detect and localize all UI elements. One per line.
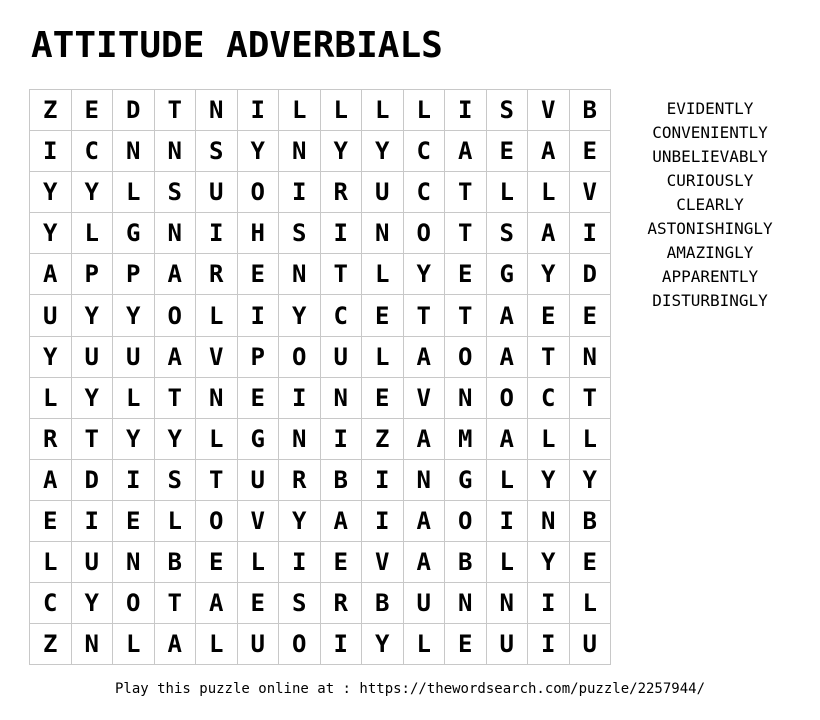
grid-cell[interactable]: Y xyxy=(30,172,72,213)
grid-cell[interactable]: Y xyxy=(72,295,114,336)
grid-cell[interactable]: E xyxy=(72,90,114,131)
grid-cell[interactable]: Y xyxy=(279,501,321,542)
grid-cell[interactable]: O xyxy=(279,337,321,378)
grid-cell[interactable]: U xyxy=(238,624,280,665)
grid-cell[interactable]: O xyxy=(279,624,321,665)
grid-cell[interactable]: A xyxy=(30,254,72,295)
grid-cell[interactable]: R xyxy=(30,419,72,460)
grid-cell[interactable]: T xyxy=(321,254,363,295)
grid-cell[interactable]: I xyxy=(279,378,321,419)
grid-cell[interactable]: I xyxy=(321,624,363,665)
grid-cell[interactable]: O xyxy=(445,501,487,542)
grid-cell[interactable]: B xyxy=(362,583,404,624)
grid-cell[interactable]: C xyxy=(404,172,446,213)
grid-cell[interactable]: U xyxy=(570,624,612,665)
word-list-item: DISTURBINGLY xyxy=(652,291,768,310)
grid-cell[interactable]: I xyxy=(362,460,404,501)
grid-cell[interactable]: D xyxy=(72,460,114,501)
word-list-item: ASTONISHINGLY xyxy=(647,219,773,238)
grid-cell[interactable]: R xyxy=(279,460,321,501)
grid-cell[interactable]: A xyxy=(155,337,197,378)
grid-cell[interactable]: A xyxy=(321,501,363,542)
grid-cell[interactable]: A xyxy=(404,419,446,460)
grid-cell[interactable]: V xyxy=(362,542,404,583)
grid-cell[interactable]: T xyxy=(72,419,114,460)
grid-cell[interactable]: N xyxy=(113,131,155,172)
grid-cell[interactable]: L xyxy=(30,378,72,419)
grid-cell[interactable]: V xyxy=(196,337,238,378)
word-list-item: EVIDENTLY xyxy=(666,99,754,118)
grid-cell[interactable]: L xyxy=(404,624,446,665)
grid-cell[interactable]: T xyxy=(196,460,238,501)
grid-cell[interactable]: A xyxy=(30,460,72,501)
grid-cell[interactable]: N xyxy=(113,542,155,583)
grid-cell[interactable]: T xyxy=(445,172,487,213)
grid-cell[interactable]: B xyxy=(321,460,363,501)
grid-cell[interactable]: O xyxy=(238,172,280,213)
grid-cell[interactable]: I xyxy=(445,90,487,131)
grid-cell[interactable]: V xyxy=(404,378,446,419)
grid-cell[interactable]: T xyxy=(445,213,487,254)
word-list-item: AMAZINGLY xyxy=(666,243,754,262)
grid-cell[interactable]: O xyxy=(404,213,446,254)
grid-cell[interactable]: L xyxy=(113,172,155,213)
grid-cell[interactable]: C xyxy=(72,131,114,172)
grid-cell[interactable]: Y xyxy=(72,583,114,624)
grid-cell[interactable]: V xyxy=(570,172,612,213)
grid-cell[interactable]: E xyxy=(362,378,404,419)
grid-cell[interactable]: Y xyxy=(155,419,197,460)
word-list-item: CLEARLY xyxy=(676,195,744,214)
grid-cell[interactable]: A xyxy=(487,419,529,460)
grid-cell[interactable]: O xyxy=(155,295,197,336)
grid-cell[interactable]: N xyxy=(279,131,321,172)
grid-cell[interactable]: D xyxy=(113,90,155,131)
grid-cell[interactable]: U xyxy=(362,172,404,213)
grid-cell[interactable]: I xyxy=(362,501,404,542)
grid-cell[interactable]: P xyxy=(113,254,155,295)
grid-cell[interactable]: N xyxy=(155,131,197,172)
grid-cell[interactable]: O xyxy=(487,378,529,419)
grid-cell[interactable]: I xyxy=(238,295,280,336)
word-list-item: APPARENTLY xyxy=(661,267,759,286)
grid-cell[interactable]: S xyxy=(279,213,321,254)
grid-cell[interactable]: E xyxy=(528,295,570,336)
grid-cell[interactable]: Y xyxy=(72,172,114,213)
grid-cell[interactable]: U xyxy=(30,295,72,336)
grid-cell[interactable]: L xyxy=(113,378,155,419)
grid-cell[interactable]: U xyxy=(487,624,529,665)
grid-cell[interactable]: A xyxy=(404,542,446,583)
grid-cell[interactable]: D xyxy=(570,254,612,295)
grid-cell[interactable]: C xyxy=(321,295,363,336)
grid-cell[interactable]: T xyxy=(528,337,570,378)
grid-cell[interactable]: G xyxy=(445,460,487,501)
grid-cell[interactable]: E xyxy=(238,583,280,624)
grid-cell[interactable]: Y xyxy=(362,131,404,172)
grid-cell[interactable]: E xyxy=(487,131,529,172)
grid-cell[interactable]: I xyxy=(279,542,321,583)
grid-cell[interactable]: G xyxy=(238,419,280,460)
grid-cell[interactable]: L xyxy=(528,419,570,460)
grid-cell[interactable]: E xyxy=(570,542,612,583)
grid-cell[interactable]: A xyxy=(487,337,529,378)
letter-grid xyxy=(29,89,611,665)
grid-cell[interactable]: N xyxy=(445,583,487,624)
grid-cell[interactable]: L xyxy=(196,419,238,460)
grid-cell[interactable]: S xyxy=(196,131,238,172)
grid-cell[interactable]: L xyxy=(30,542,72,583)
grid-cell[interactable]: U xyxy=(196,172,238,213)
grid-cell[interactable]: R xyxy=(321,583,363,624)
grid-cell[interactable]: L xyxy=(238,542,280,583)
grid-cell[interactable]: N xyxy=(404,460,446,501)
grid-cell[interactable]: I xyxy=(570,213,612,254)
grid-cell[interactable]: Y xyxy=(30,337,72,378)
grid-cell[interactable]: P xyxy=(238,337,280,378)
grid-cell[interactable]: P xyxy=(72,254,114,295)
grid-cell[interactable]: L xyxy=(113,624,155,665)
grid-cell[interactable]: I xyxy=(528,624,570,665)
grid-cell[interactable]: Y xyxy=(72,378,114,419)
grid-cell[interactable]: E xyxy=(30,501,72,542)
grid-cell[interactable]: H xyxy=(238,213,280,254)
grid-cell[interactable]: A xyxy=(445,131,487,172)
grid-cell[interactable]: B xyxy=(570,501,612,542)
grid-cell[interactable]: N xyxy=(196,378,238,419)
grid-cell[interactable]: Y xyxy=(113,295,155,336)
grid-cell[interactable]: I xyxy=(238,90,280,131)
grid-cell[interactable]: I xyxy=(72,501,114,542)
grid-cell[interactable]: L xyxy=(279,90,321,131)
grid-cell[interactable]: E xyxy=(238,254,280,295)
word-list xyxy=(630,97,790,313)
grid-cell[interactable]: E xyxy=(238,378,280,419)
grid-cell[interactable]: O xyxy=(113,583,155,624)
grid-cell[interactable]: L xyxy=(196,624,238,665)
grid-cell[interactable]: N xyxy=(570,337,612,378)
grid-cell[interactable]: I xyxy=(113,460,155,501)
grid-cell[interactable]: U xyxy=(113,337,155,378)
grid-cell[interactable]: Y xyxy=(321,131,363,172)
grid-cell[interactable]: V xyxy=(528,90,570,131)
grid-cell[interactable]: A xyxy=(487,295,529,336)
puzzle-title: ATTITUDE ADVERBIALS xyxy=(31,25,443,66)
grid-cell[interactable]: Y xyxy=(528,542,570,583)
grid-cell[interactable]: A xyxy=(528,213,570,254)
grid-cell[interactable]: Y xyxy=(30,213,72,254)
grid-cell[interactable]: S xyxy=(155,172,197,213)
grid-cell[interactable]: I xyxy=(279,172,321,213)
grid-cell[interactable]: L xyxy=(321,90,363,131)
grid-cell[interactable]: R xyxy=(321,172,363,213)
grid-cell[interactable]: S xyxy=(487,213,529,254)
grid-cell[interactable]: Y xyxy=(528,460,570,501)
grid-cell[interactable]: C xyxy=(404,131,446,172)
grid-cell[interactable]: S xyxy=(487,90,529,131)
grid-cell[interactable]: B xyxy=(155,542,197,583)
grid-cell[interactable]: N xyxy=(528,501,570,542)
grid-cell[interactable]: N xyxy=(155,213,197,254)
grid-cell[interactable]: M xyxy=(445,419,487,460)
grid-cell[interactable]: L xyxy=(487,542,529,583)
grid-cell[interactable]: A xyxy=(155,624,197,665)
grid-cell[interactable]: N xyxy=(487,583,529,624)
grid-cell[interactable]: E xyxy=(445,254,487,295)
word-list-item: UNBELIEVABLY xyxy=(652,147,768,166)
grid-cell[interactable]: Y xyxy=(528,254,570,295)
grid-cell[interactable]: A xyxy=(404,501,446,542)
grid-cell[interactable]: L xyxy=(72,213,114,254)
grid-cell[interactable]: S xyxy=(155,460,197,501)
grid-cell[interactable]: O xyxy=(196,501,238,542)
grid-cell[interactable]: Y xyxy=(362,624,404,665)
grid-cell[interactable]: U xyxy=(321,337,363,378)
grid-cell[interactable]: U xyxy=(238,460,280,501)
grid-cell[interactable]: U xyxy=(404,583,446,624)
grid-cell[interactable]: A xyxy=(196,583,238,624)
grid-cell[interactable]: L xyxy=(487,460,529,501)
grid-cell[interactable]: L xyxy=(362,337,404,378)
grid-cell[interactable]: T xyxy=(155,378,197,419)
grid-cell[interactable]: A xyxy=(404,337,446,378)
grid-cell[interactable]: E xyxy=(570,295,612,336)
word-list-item: CURIOUSLY xyxy=(666,171,754,190)
grid-cell[interactable]: E xyxy=(362,295,404,336)
grid-cell[interactable]: E xyxy=(321,542,363,583)
grid-cell[interactable]: S xyxy=(279,583,321,624)
grid-cell[interactable]: Y xyxy=(570,460,612,501)
grid-cell[interactable]: N xyxy=(445,378,487,419)
grid-cell[interactable]: I xyxy=(528,583,570,624)
grid-cell[interactable]: U xyxy=(72,542,114,583)
grid-cell[interactable]: C xyxy=(30,583,72,624)
grid-cell[interactable]: V xyxy=(238,501,280,542)
grid-cell[interactable]: C xyxy=(528,378,570,419)
grid-cell[interactable]: I xyxy=(30,131,72,172)
word-list-item: CONVENIENTLY xyxy=(652,123,768,142)
grid-cell[interactable]: L xyxy=(570,583,612,624)
grid-cell[interactable]: N xyxy=(279,419,321,460)
grid-cell[interactable]: L xyxy=(487,172,529,213)
grid-cell[interactable]: Y xyxy=(238,131,280,172)
grid-cell[interactable]: U xyxy=(72,337,114,378)
grid-cell[interactable]: R xyxy=(196,254,238,295)
grid-cell[interactable]: T xyxy=(570,378,612,419)
grid-cell[interactable]: A xyxy=(155,254,197,295)
grid-cell[interactable]: L xyxy=(155,501,197,542)
grid-cell[interactable]: T xyxy=(404,295,446,336)
grid-cell[interactable]: E xyxy=(113,501,155,542)
grid-cell[interactable]: L xyxy=(570,419,612,460)
grid-cell[interactable]: N xyxy=(279,254,321,295)
grid-cell[interactable]: B xyxy=(570,90,612,131)
grid-cell[interactable]: I xyxy=(487,501,529,542)
grid-cell[interactable]: Z xyxy=(362,419,404,460)
grid-cell[interactable]: I xyxy=(196,213,238,254)
grid-cell[interactable]: N xyxy=(321,378,363,419)
grid-cell[interactable]: N xyxy=(196,90,238,131)
grid-cell[interactable]: Y xyxy=(113,419,155,460)
grid-cell[interactable]: E xyxy=(196,542,238,583)
grid-cell[interactable]: N xyxy=(72,624,114,665)
grid-cell[interactable]: L xyxy=(196,295,238,336)
grid-cell[interactable]: A xyxy=(528,131,570,172)
grid-cell[interactable]: G xyxy=(113,213,155,254)
grid-cell[interactable]: B xyxy=(445,542,487,583)
grid-cell[interactable]: Z xyxy=(30,90,72,131)
grid-cell[interactable]: T xyxy=(155,90,197,131)
grid-cell[interactable]: T xyxy=(155,583,197,624)
grid-cell[interactable]: T xyxy=(445,295,487,336)
grid-cell[interactable]: I xyxy=(321,419,363,460)
grid-cell[interactable]: N xyxy=(362,213,404,254)
grid-cell[interactable]: O xyxy=(445,337,487,378)
grid-cell[interactable]: E xyxy=(445,624,487,665)
grid-cell[interactable]: Y xyxy=(404,254,446,295)
grid-cell[interactable]: Y xyxy=(279,295,321,336)
grid-cell[interactable]: G xyxy=(487,254,529,295)
grid-cell[interactable]: L xyxy=(362,254,404,295)
grid-cell[interactable]: L xyxy=(404,90,446,131)
grid-cell[interactable]: L xyxy=(362,90,404,131)
grid-cell[interactable]: E xyxy=(570,131,612,172)
grid-cell[interactable]: L xyxy=(528,172,570,213)
grid-cell[interactable]: I xyxy=(321,213,363,254)
footer-text: Play this puzzle online at : https://thewordsearch.com/puzzle/2257944/ xyxy=(114,681,705,697)
grid-cell[interactable]: Z xyxy=(30,624,72,665)
